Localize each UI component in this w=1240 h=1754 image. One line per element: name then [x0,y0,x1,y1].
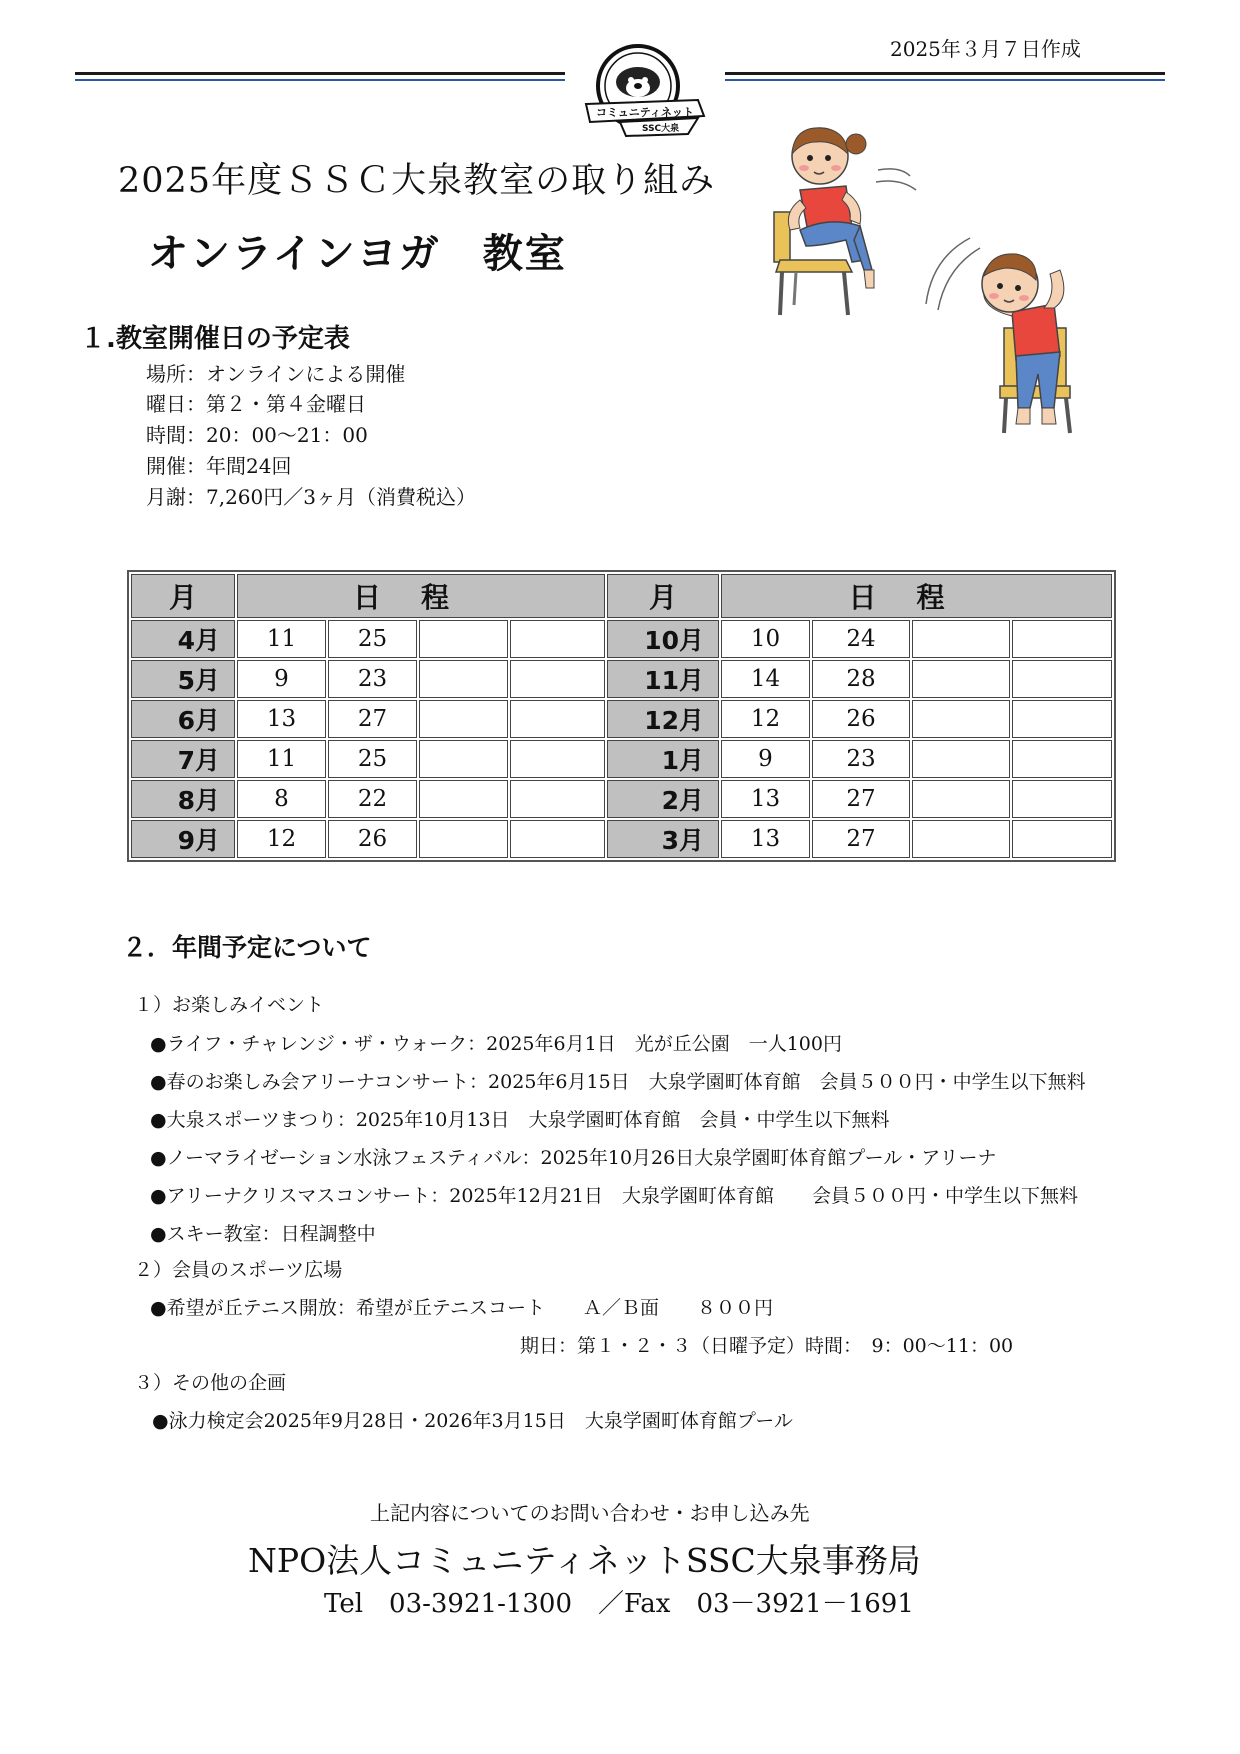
month-cell: 6月 [131,700,235,738]
table-row [131,740,1112,778]
date-cell: 25 [328,620,417,658]
month-cell: 5月 [131,660,235,698]
date-cell: 8 [237,780,326,818]
date-cell [419,660,508,698]
date-cell: 10 [721,620,810,658]
date-cell: 11 [237,740,326,778]
info-time: 時間：20：00～21：00 [146,423,368,447]
contact-phone: Tel 03-3921-1300 ／Fax 03－3921－1691 [324,1589,914,1619]
date-cell [419,620,508,658]
event-item: ●ライフ・チャレンジ・ザ・ウォーク：2025年6月1日 光が丘公園 一人100円 [150,1033,842,1055]
date-cell: 9 [721,740,810,778]
date-cell [419,820,508,858]
date-cell [1012,740,1112,778]
event-item: ●スキー教室：日程調整中 [150,1223,376,1245]
date-cell [510,820,605,858]
page-subtitle: オンラインヨガ 教室 [148,231,567,277]
logo-text-top: コミュニティネット [596,106,694,119]
info-place: 場所：オンラインによる開催 [146,362,406,386]
yoga-figure-side-stretch [920,228,1120,438]
date-cell [1012,620,1112,658]
date-cell [1012,660,1112,698]
page-title: 2025年度ＳＳＣ大泉教室の取り組み [118,161,716,201]
table-row [131,700,1112,738]
other-item: ●泳力検定会2025年9月28日・2026年3月15日 大泉学園町体育館プール [152,1410,793,1432]
month-cell: 10月 [607,620,719,658]
date-cell: 27 [812,820,910,858]
date-cell [510,740,605,778]
date-cell [912,820,1010,858]
events-subheading: １）お楽しみイベント [134,994,325,1016]
date-cell: 9 [237,660,326,698]
date-cell: 23 [812,740,910,778]
date-cell [912,780,1010,818]
section2-heading: ２．年間予定について [122,933,372,962]
date-cell [510,700,605,738]
dates-header: 日程 [721,574,1112,618]
schedule-table [127,570,1116,862]
month-cell: 11月 [607,660,719,698]
date-cell: 26 [812,700,910,738]
month-cell: 7月 [131,740,235,778]
date-cell: 12 [721,700,810,738]
date-cell: 28 [812,660,910,698]
date-cell [912,660,1010,698]
table-row [131,820,1112,858]
other-subheading: ３）その他の企画 [134,1372,287,1394]
event-item: ●春のお楽しみ会アリーナコンサート：2025年6月15日 大泉学園町体育館 会員５００円・中学生以下無料 [150,1071,1086,1093]
date-cell: 22 [328,780,417,818]
date-cell [912,740,1010,778]
date-cell [1012,820,1112,858]
table-row [131,620,1112,658]
creation-date: 2025年３月７日作成 [890,37,1081,61]
date-cell: 26 [328,820,417,858]
date-cell [510,620,605,658]
yoga-figure-seated-twist [760,120,930,320]
event-item: ●ノーマライゼーション水泳フェスティバル：2025年10月26日大泉学園町体育館プール・アリーナ [150,1147,997,1169]
sports-subheading: ２）会員のスポーツ広場 [134,1259,343,1281]
month-cell: 1月 [607,740,719,778]
info-day: 曜日：第２・第４金曜日 [146,392,366,416]
date-cell [419,740,508,778]
contact-label: 上記内容についてのお問い合わせ・お申し込み先 [370,1501,810,1525]
date-cell: 23 [328,660,417,698]
date-cell [510,660,605,698]
date-cell [419,780,508,818]
section1-heading: １.教室開催日の予定表 [80,324,350,354]
tennis-item: ●希望が丘テニス開放：希望が丘テニスコート Ａ／Ｂ面 ８００円 [150,1297,774,1319]
month-cell: 3月 [607,820,719,858]
date-cell: 27 [812,780,910,818]
organization-name: NPO法人コミュニティネットSSC大泉事務局 [248,1541,921,1580]
tennis-time: 期日：第１・２・３（日曜予定）時間： 9：00～11：00 [520,1335,1014,1357]
date-cell [912,700,1010,738]
table-row [131,660,1112,698]
month-header: 月 [131,574,235,618]
date-cell: 24 [812,620,910,658]
date-cell: 25 [328,740,417,778]
date-cell [1012,780,1112,818]
event-item: ●アリーナクリスマスコンサート：2025年12月21日 大泉学園町体育館 会員５００円・中学生以下無料 [150,1185,1079,1207]
month-cell: 8月 [131,780,235,818]
event-item: ●大泉スポーツまつり：2025年10月13日 大泉学園町体育館 会員・中学生以下無料 [150,1109,890,1131]
date-cell: 13 [237,700,326,738]
ssc-logo [580,42,710,142]
dates-header: 日程 [237,574,605,618]
date-cell [1012,700,1112,738]
month-header: 月 [607,574,719,618]
month-cell: 9月 [131,820,235,858]
info-sessions: 開催：年間24回 [146,454,292,478]
date-cell: 11 [237,620,326,658]
date-cell: 13 [721,780,810,818]
month-cell: 4月 [131,620,235,658]
month-cell: 12月 [607,700,719,738]
table-row [131,780,1112,818]
date-cell: 14 [721,660,810,698]
date-cell [419,700,508,738]
date-cell [510,780,605,818]
date-cell: 27 [328,700,417,738]
info-fee: 月謝：7,260円／3ヶ月（消費税込） [146,485,476,509]
date-cell: 13 [721,820,810,858]
month-cell: 2月 [607,780,719,818]
date-cell [912,620,1010,658]
schedule-header-row [131,574,1112,618]
date-cell: 12 [237,820,326,858]
logo-text-bottom: SSC大泉 [642,124,680,134]
